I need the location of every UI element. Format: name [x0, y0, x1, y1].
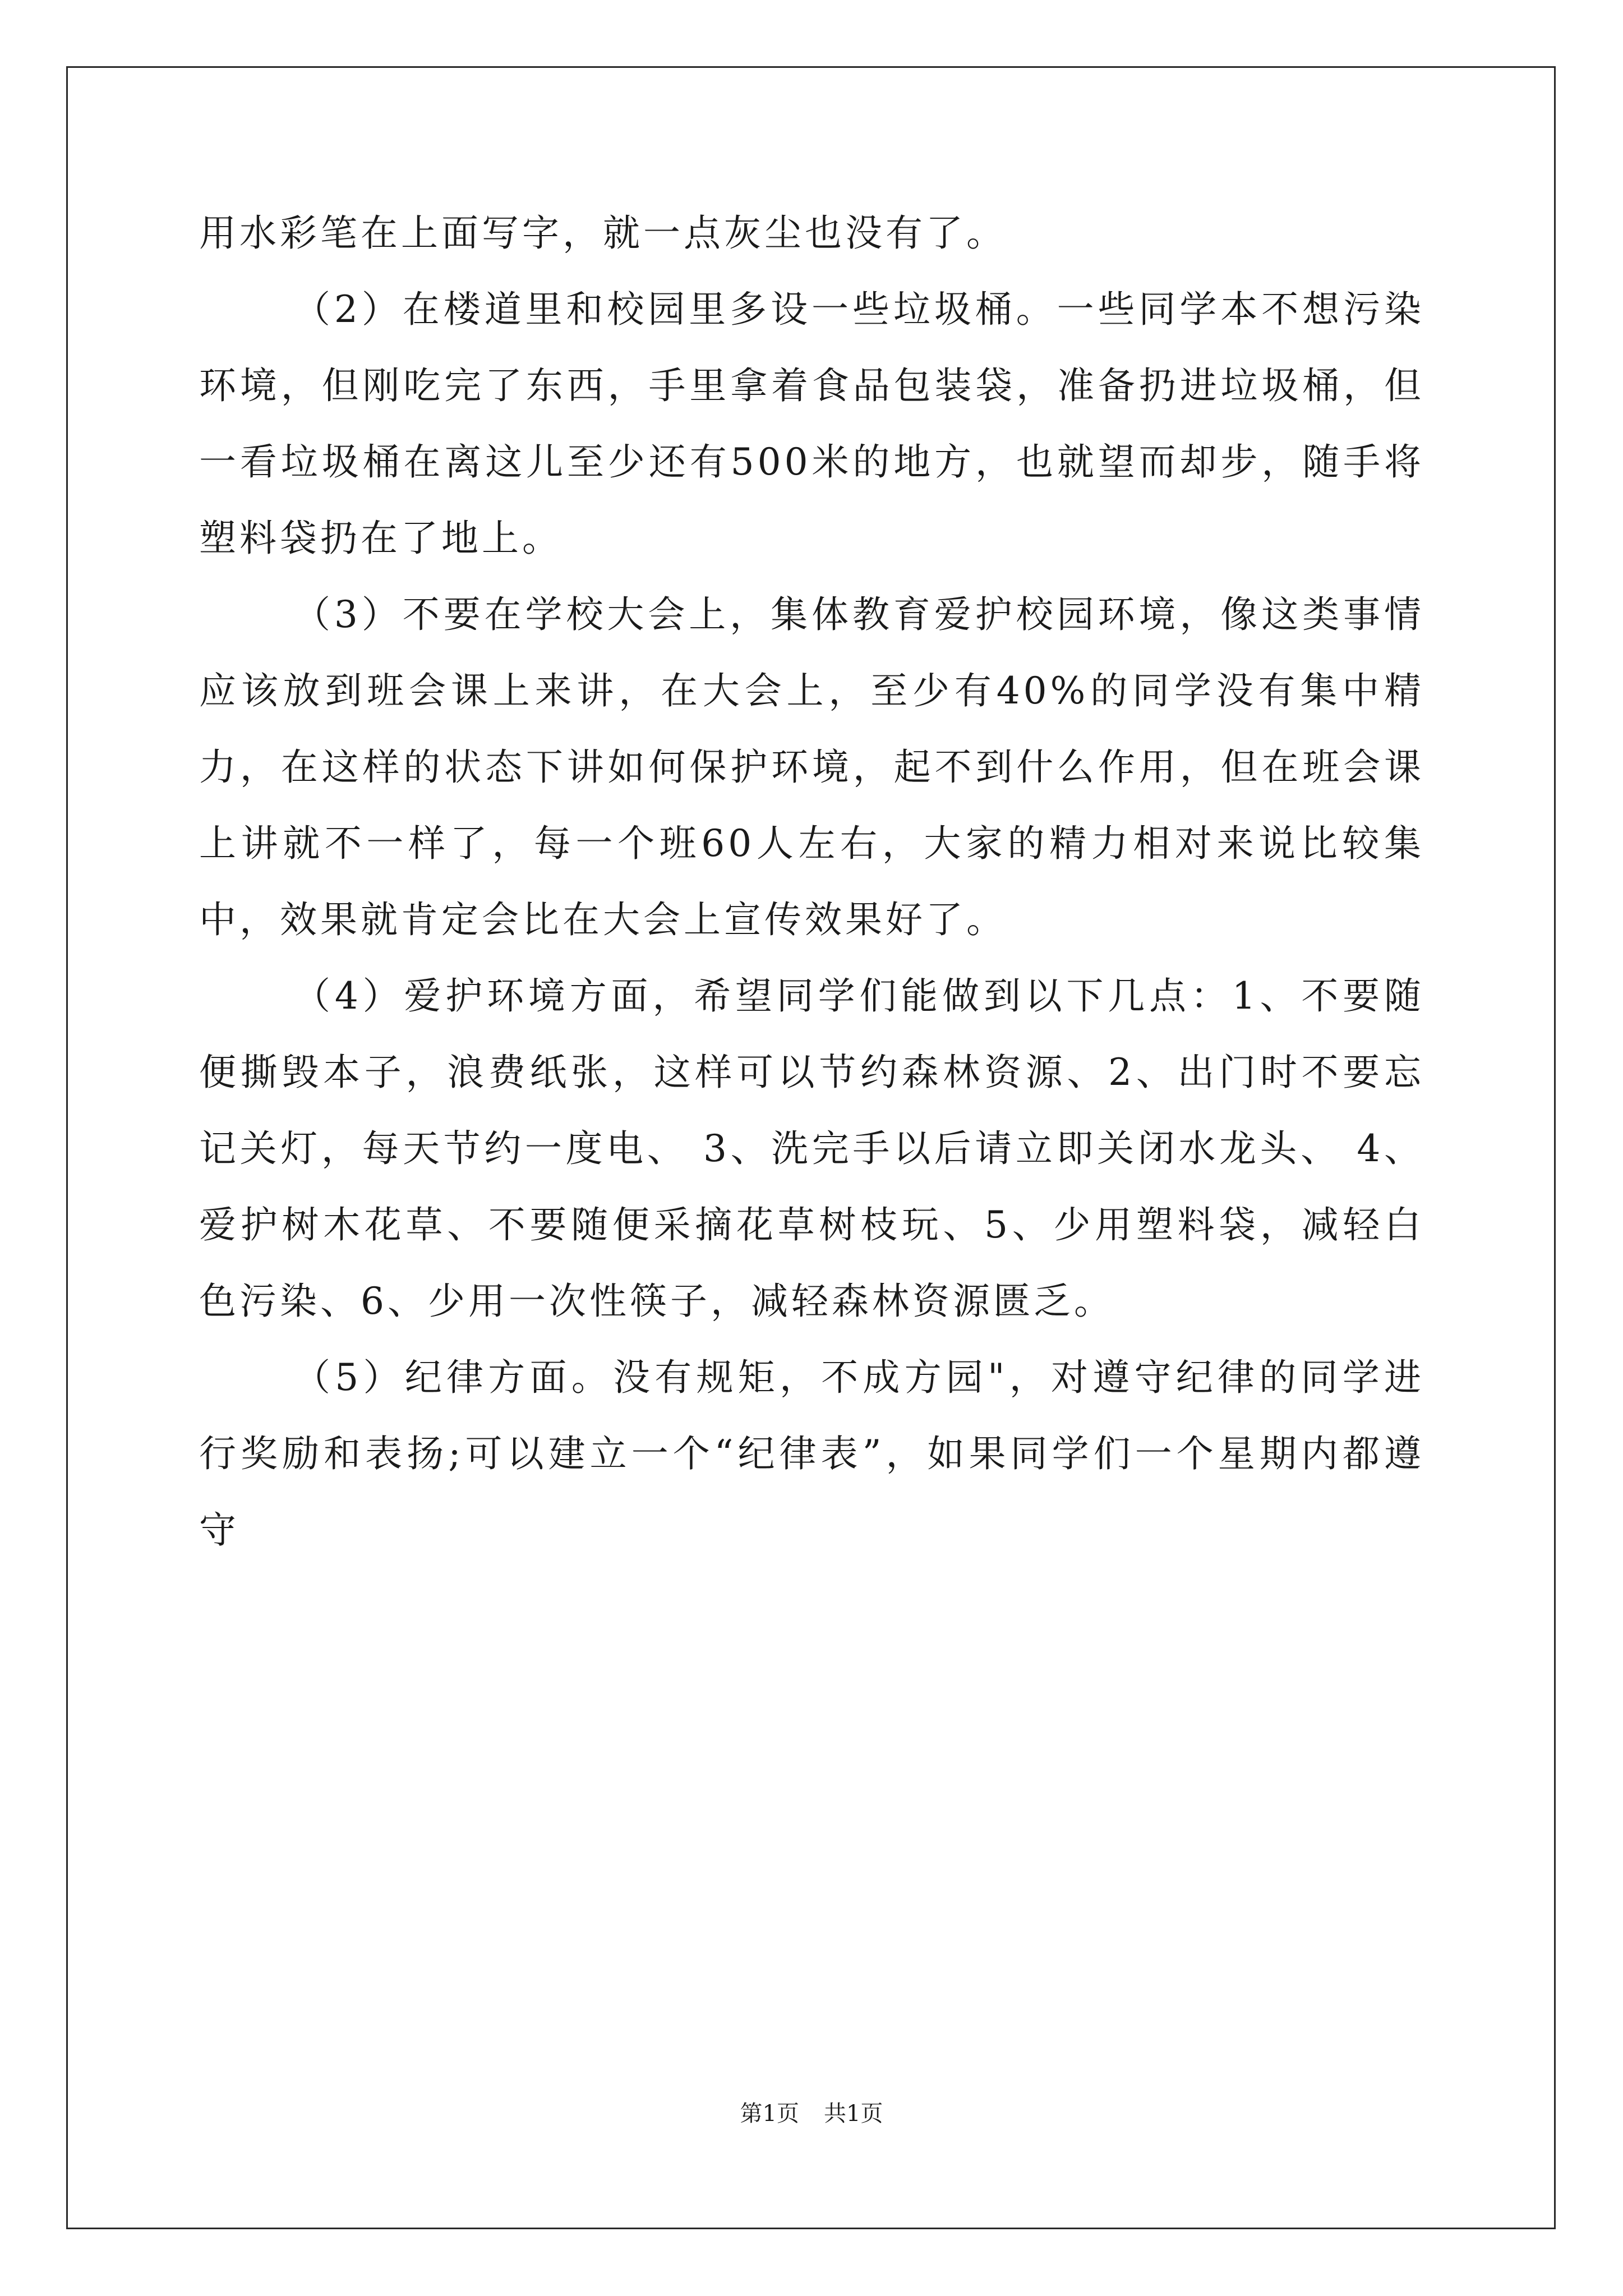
document-body: [199, 195, 1424, 1568]
page-footer: [0, 2100, 1623, 2127]
paragraph-3: （3）不要在学校大会上，集体教育爱护校园环境，像这类事情应该放到班会课上来讲，在大会上，至少有40%的同学没有集中精力，在这样的状态下讲如何保护环境，起不到什么作用，但在班会课上讲就不一样了，每一个班60人左右，大家的精力相对来说比较集中，效果就肯定会比在大会上宣传效果好了。: [199, 593, 1424, 941]
total-pages: 共1页: [824, 2101, 883, 2127]
paragraph-4: （4）爱护环境方面，希望同学们能做到以下几点：1、不要随便撕毁本子，浪费纸张，这样可以节约森林资源、2、出门时不要忘记关灯，每天节约一度电、 3、洗完手以后请立即关闭水龙头、 4、爱护树木花草、不要随便采摘花草树枝玩、5、少用塑料袋，减轻白色污染、6、少用一次性筷子，减轻森林资源匮乏。: [199, 974, 1424, 1323]
page-number: 第1页: [740, 2101, 799, 2127]
paragraph-2: （2）在楼道里和校园里多设一些垃圾桶。一些同学本不想污染环境，但刚吃完了东西，手里拿着食品包装袋，准备扔进垃圾桶，但一看垃圾桶在离这儿至少还有500米的地方，也就望而却步，随手将塑料袋扔在了地上。: [199, 288, 1424, 560]
paragraph-1: 用水彩笔在上面写字，就一点灰尘也没有了。: [199, 211, 1007, 255]
paragraph-5: （5）纪律方面。没有规矩，不成方园"，对遵守纪律的同学进行奖励和表扬;可以建立一个“纪律表”，如果同学们一个星期内都遵守: [199, 1356, 1424, 1552]
